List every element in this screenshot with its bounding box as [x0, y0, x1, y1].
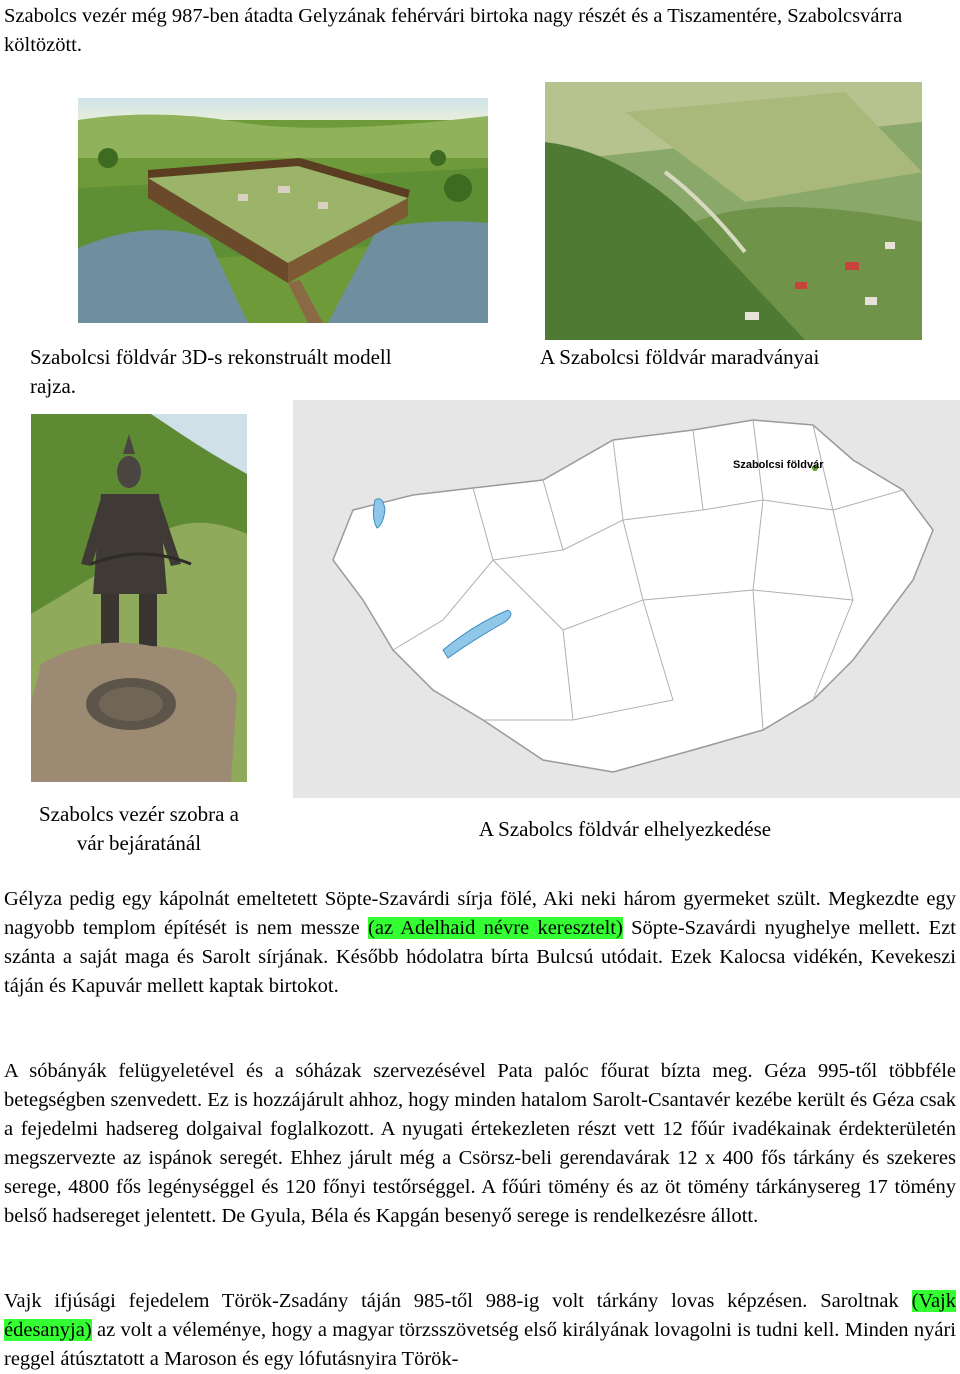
paragraph-3	[4, 1287, 956, 1374]
remains-caption: A Szabolcsi földvár maradványai	[540, 345, 820, 369]
remains-aerial-photo	[545, 82, 922, 340]
reconstruction-image	[78, 98, 488, 323]
paragraph-1-text-a: Gélyza pedig egy kápolnát emeltetett Söpte-Szavárdi sírja fölé, Aki neki három gyermeket szült. Megkezdte egy nagyobb templom építését is nem messze	[4, 888, 956, 939]
paragraph-3-highlight: (Vajk édesanyja)	[4, 1290, 956, 1341]
paragraph-2: A sóbányák felügyeletével és a sóházak szervezésével Pata palóc főurat bízta meg. Géza 995-től többféle betegségben szenvedett. Ez is hozzájárult ahhoz, hogy minden hatalom Sarolt-Csantavér kezébe került és Géza csak a fejedelmi hadsereg dolgaival foglalkozott. A nyugati értekezleten részt vett 12 főúr ivadékainak érdekterületén megszervezte az ispánok seregét. Ehhez járult még a Csörsz-beli gerendavárak 12 x 400 fős tárkány és szekeres serege, 4800 fős legénységgel és 120 főnyi testőrséggel. A főúri tömény és az öt tömény tárkánysereg 17 tömény belső hadsereget jelentett. De Gyula, Béla és Kapgán besenyő serege is rendelkezésre állott.	[4, 1060, 956, 1227]
intro-paragraph: Szabolcs vezér még 987-ben átadta Gelyzának fehérvári birtoka nagy részét és a Tiszamentére, Szabolcsvárra költözött.	[4, 5, 903, 56]
statue-caption-line2: vár bejáratánál	[76, 831, 202, 855]
map-location-label: Szabolcsi földvár	[733, 459, 824, 471]
statue-caption-line1: Szabolcs vezér szobra a	[39, 802, 239, 826]
map-caption: A Szabolcs földvár elhelyezkedése	[478, 817, 772, 841]
paragraph-3-text-a: Vajk ifjúsági fejedelem Török-Zsadány táján 985-től 988-ig volt tárkány lovas képzésen. Saroltnak	[4, 1290, 912, 1312]
reconstruction-caption: Szabolcsi földvár 3D-s rekonstruált modell rajza.	[30, 345, 392, 398]
statue-photo	[31, 414, 247, 782]
paragraph-1	[4, 885, 956, 1001]
paragraph-1-text-b: Söpte-Szavárdi nyughelye mellett. Ezt szánta a saját maga és Sarolt sírjának. Később hódolatra bírta Bulcsú utódait. Ezek Kalocsa vidékén, Kevekeszi táján és Kapuvár mellett kaptak birtokot.	[4, 917, 956, 997]
paragraph-1-highlight: (az Adelhaid névre keresztelt)	[368, 917, 623, 939]
paragraph-3-text-b: az volt a véleménye, hogy a magyar törzsszövetség első királyának lovagolni is tudni kell. Minden nyári reggel átúsztatott a Maroson és egy lófutásnyira Török-	[4, 1319, 956, 1370]
hungary-map	[293, 400, 960, 798]
